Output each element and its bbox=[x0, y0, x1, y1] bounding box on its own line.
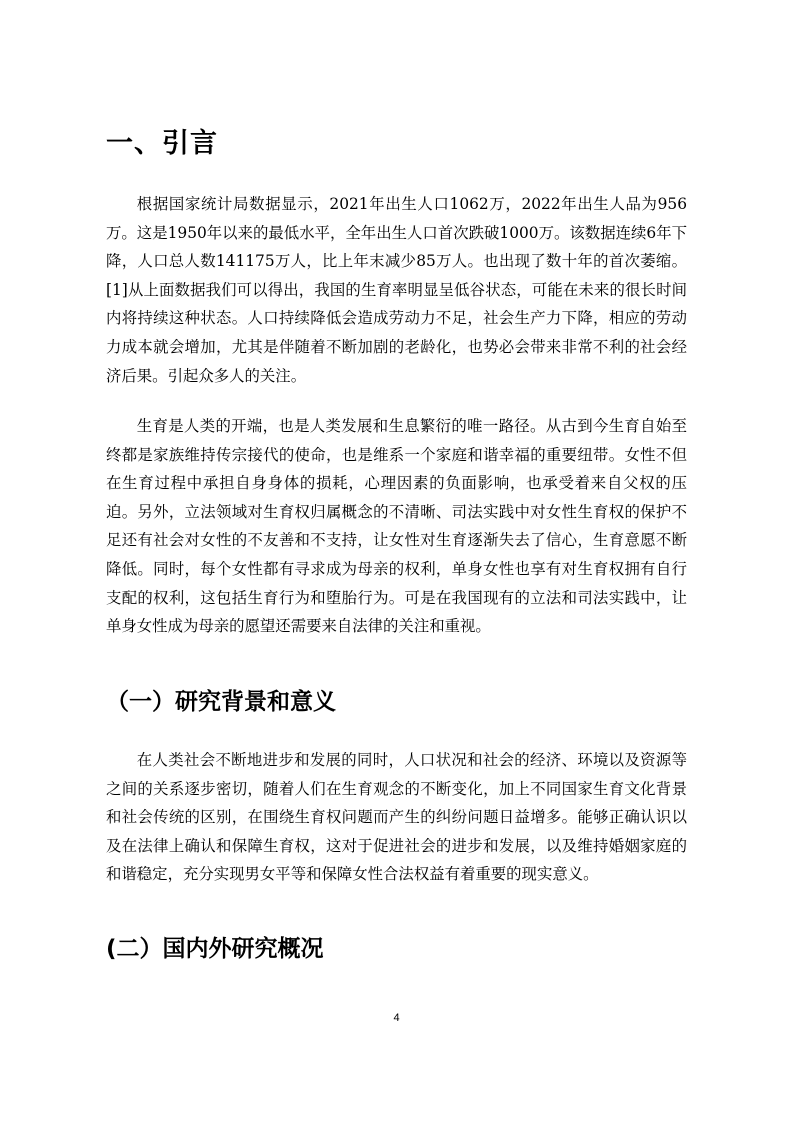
section-heading-introduction: 一、引言 bbox=[106, 128, 218, 159]
page-number: 4 bbox=[393, 1012, 400, 1024]
paragraph-research-significance: 在人类社会不断地进步和发展的同时，人口状况和社会的经济、环境以及资源等之间的关系逐步密切，随着人们在生育观念的不断变化，加上不同国家生育文化背景和社会传统的区别，在围绕生育权问题而产生的纠纷问题日益增多。能够正确认识以及在法律上确认和保障生育权，这对于促进社会的进步和发展，以及维持婚姻家庭的和谐稳定，充分实现男女平等和保障女性合法权益有着重要的现实意义。 bbox=[106, 751, 687, 884]
paragraph-birth-statistics: 根据国家统计局数据显示，2021年出生人口1062万，2022年出生人品为956万。这是1950年以来的最低水平，全年出生人口首次跌破1000万。该数据连续6年下降，人口总人数141175万人，比上年末减少85万人。也出现了数十年的首次萎缩。[1]从上面数据我们可以得出，我国的生育率明显呈低谷状态，可能在未来的很长时间内将持续这种状态。人口持续降低会造成劳动力不足，社会生产力下降，相应的劳动力成本就会增加，尤其是伴随着不断加剧的老龄化，也势必会带来非常不利的社会经济后果。引起众多人的关注。 bbox=[106, 195, 687, 385]
subheading-research-overview: (二）国内外研究概况 bbox=[106, 936, 324, 962]
subheading-research-background: （一）研究背景和意义 bbox=[106, 689, 336, 715]
paragraph-fertility-women: 生育是人类的开端，也是人类发展和生息繁衍的唯一路径。从古到今生育自始至终都是家族维持传宗接代的使命，也是维系一个家庭和谐幸福的重要纽带。女性不但在生育过程中承担自身身体的损耗，心理因素的负面影响，也承受着来自父权的压迫。另外，立法领域对生育权归属概念的不清晰、司法实践中对女性生育权的保护不足还有社会对女性的不友善和不支持，让女性对生育逐渐失去了信心，生育意愿不断降低。同时，每个女性都有寻求成为母亲的权利，单身女性也享有对生育权拥有自行支配的权利，这包括生育行为和堕胎行为。可是在我国现有的立法和司法实践中，让单身女性成为母亲的愿望还需要来自法律的关注和重视。 bbox=[106, 417, 687, 636]
